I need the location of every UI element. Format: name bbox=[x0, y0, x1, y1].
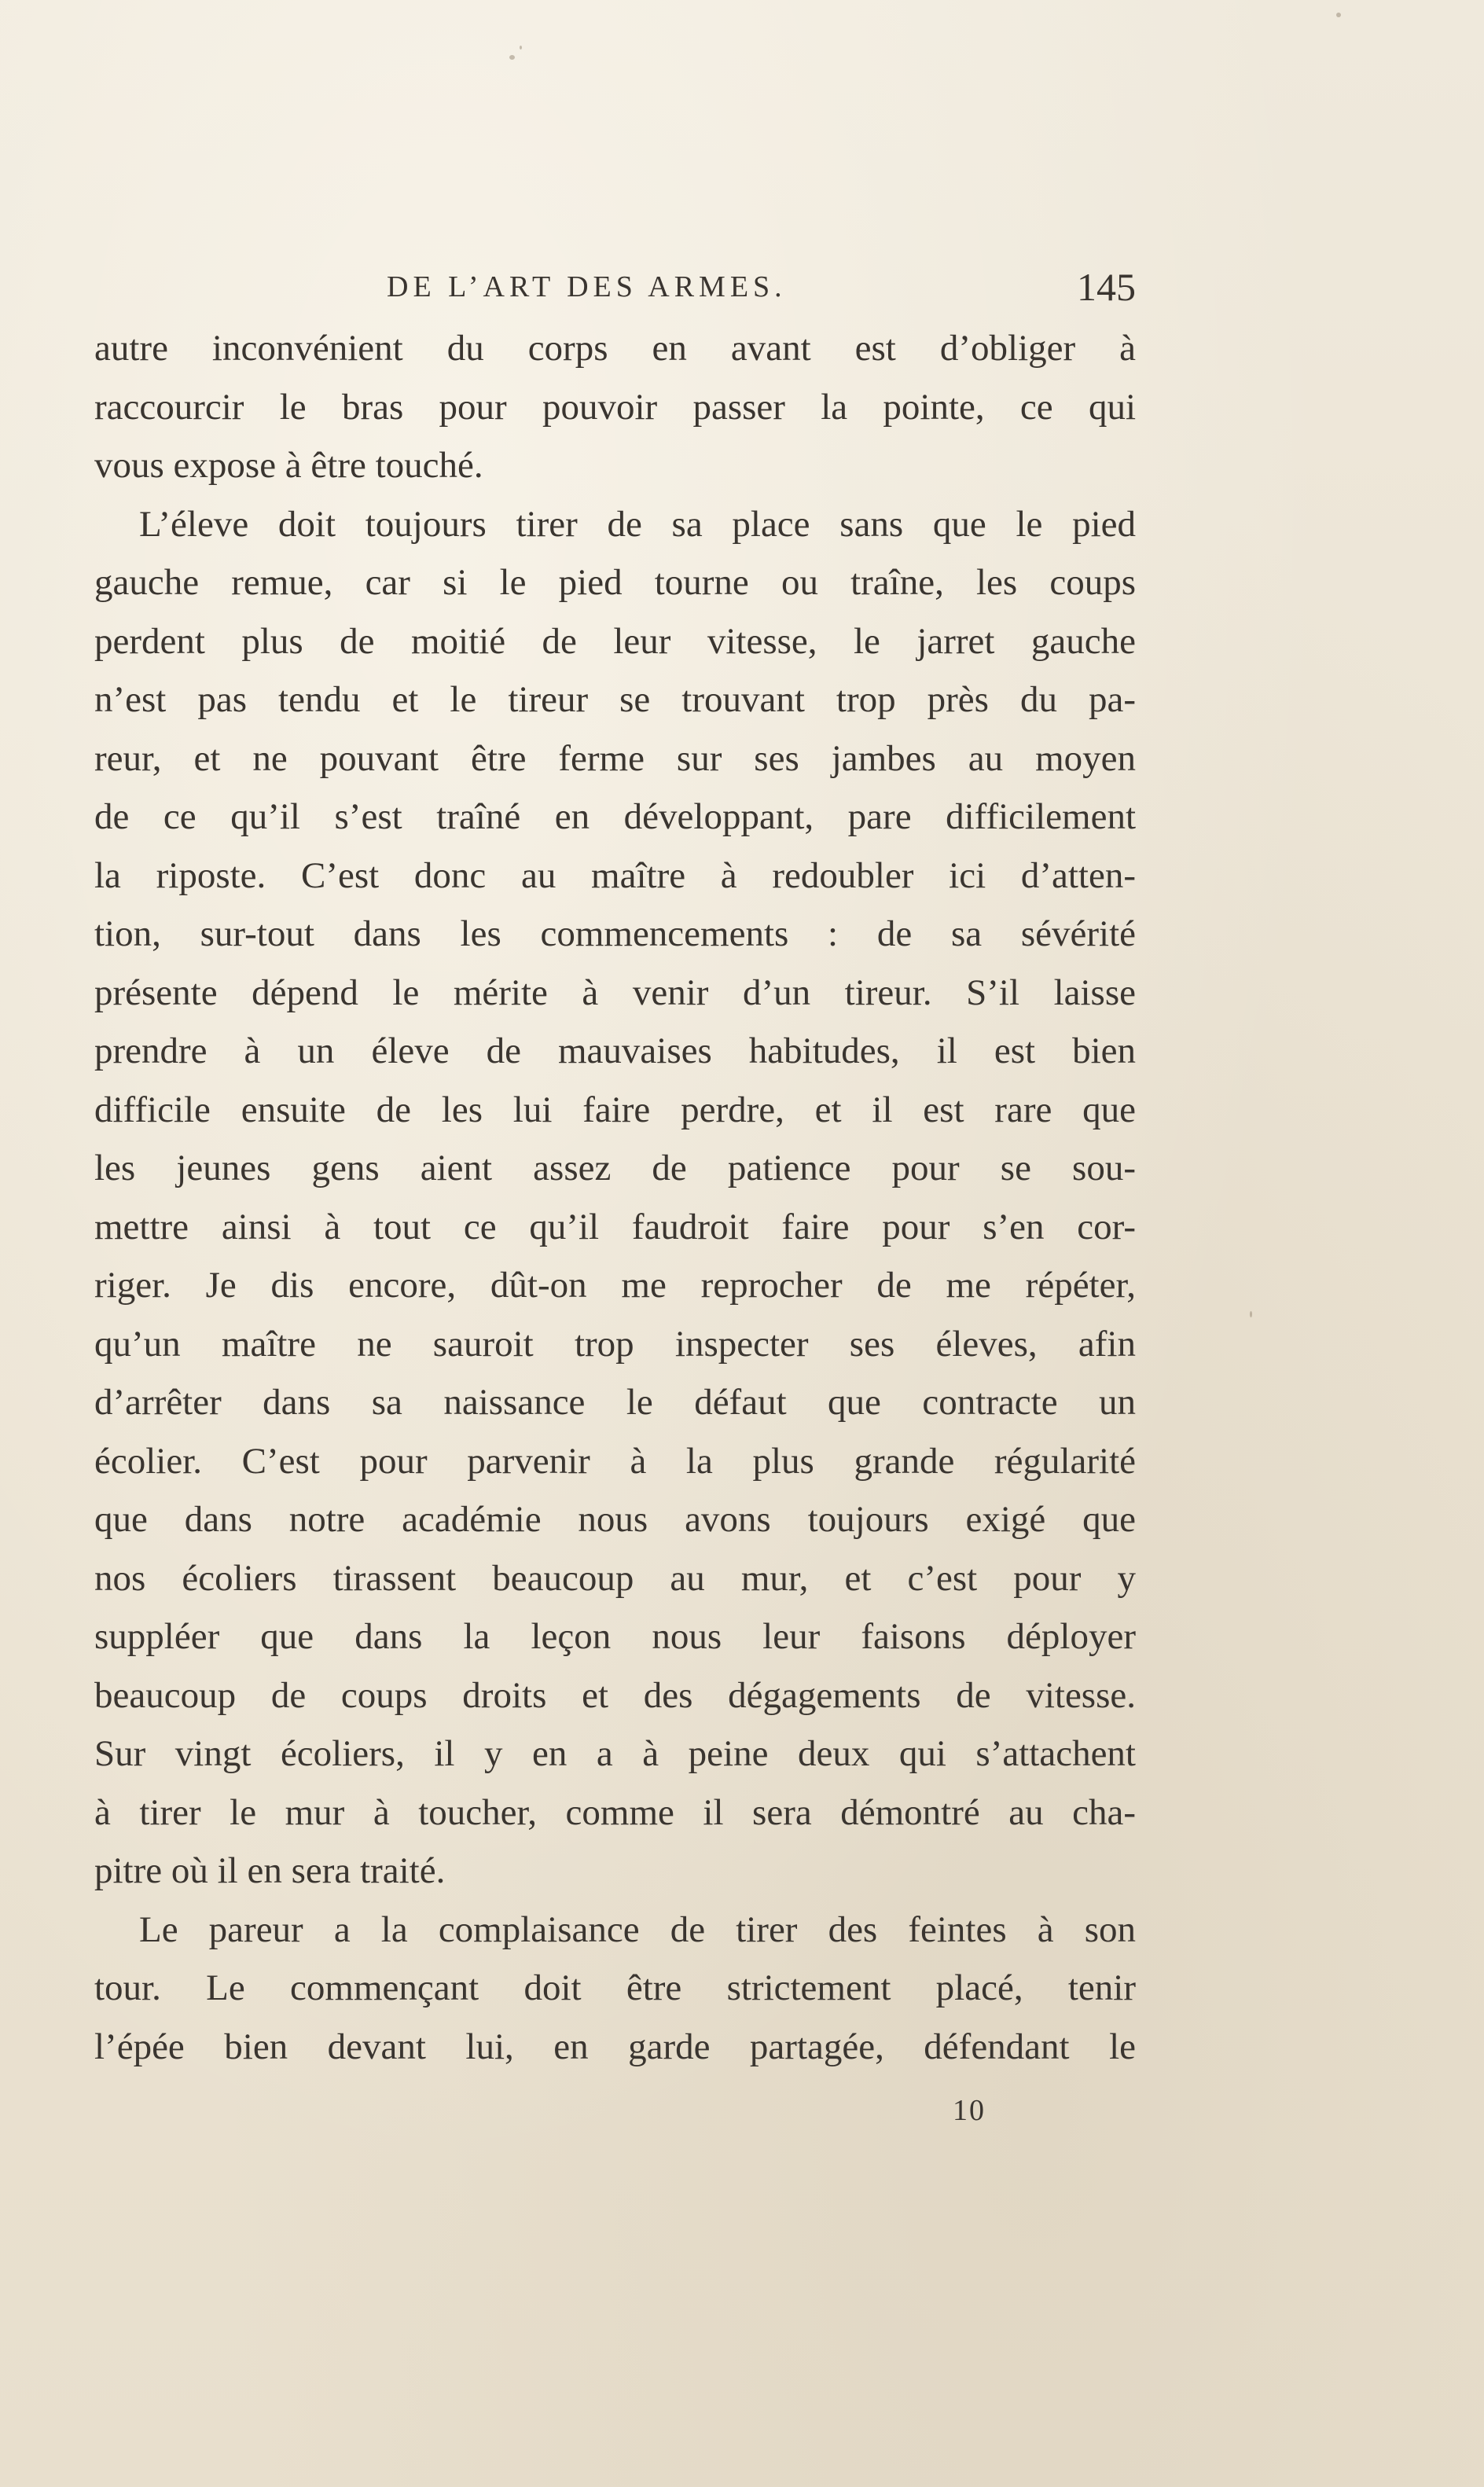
text-line: difficile ensuite de les lui faire perdre, et il est rare que bbox=[94, 1089, 1136, 1130]
ink-speck bbox=[1250, 1311, 1252, 1317]
running-title: DE L’ART DES ARMES. bbox=[387, 270, 787, 303]
text-line: pitre où il en sera traité. bbox=[94, 1850, 446, 1891]
running-head bbox=[94, 259, 1136, 314]
text-line: riger. Je dis encore, dût-on me reprocher de me répéter, bbox=[94, 1265, 1136, 1306]
text-line: prendre à un éleve de mauvaises habitudes, il est bien bbox=[94, 1030, 1136, 1071]
text-line: les jeunes gens aient assez de patience pour se sou- bbox=[94, 1148, 1136, 1188]
text-line: reur, et ne pouvant être ferme sur ses jambes au moyen bbox=[94, 737, 1136, 779]
page-number: 145 bbox=[1077, 265, 1136, 309]
text-line: d’arrêter dans sa naissance le défaut que contracte un bbox=[94, 1382, 1136, 1423]
text-line: l’épée bien devant lui, en garde partagée, défendant le bbox=[94, 2026, 1136, 2067]
text-line: n’est pas tendu et le tireur se trouvant trop près du pa- bbox=[94, 679, 1136, 720]
text-line: gauche remue, car si le pied tourne ou traîne, les coups bbox=[94, 562, 1136, 603]
text-line: Le pareur a la complaisance de tirer des feintes à son bbox=[139, 1908, 1136, 1950]
text-line: tour. Le commençant doit être strictement placé, tenir bbox=[94, 1967, 1136, 2008]
ink-speck bbox=[509, 55, 515, 60]
text-line: tion, sur-tout dans les commencements : de sa sévérité bbox=[94, 913, 1136, 954]
text-line: L’éleve doit toujours tirer de sa place sans que le pied bbox=[139, 503, 1136, 545]
signature-mark: 10 bbox=[953, 2094, 986, 2127]
text-line: écolier. C’est pour parvenir à la plus grande régularité bbox=[94, 1440, 1136, 1482]
ink-speck bbox=[520, 46, 522, 50]
text-line: que dans notre académie nous avons toujours exigé que bbox=[94, 1499, 1136, 1540]
text-line: perdent plus de moitié de leur vitesse, le jarret gauche bbox=[94, 620, 1136, 662]
text-line: Sur vingt écoliers, il y en a à peine deux qui s’attachent bbox=[94, 1733, 1136, 1774]
text-line: vous expose à être touché. bbox=[94, 445, 483, 486]
text-line: présente dépend le mérite à venir d’un tireur. S’il laisse bbox=[94, 972, 1136, 1013]
text-line: mettre ainsi à tout ce qu’il faudroit faire pour s’en cor- bbox=[94, 1206, 1136, 1247]
text-line: raccourcir le bras pour pouvoir passer la pointe, ce qui bbox=[94, 386, 1136, 428]
text-line: la riposte. C’est donc au maître à redoubler ici d’atten- bbox=[94, 854, 1136, 896]
text-line: de ce qu’il s’est traîné en développant, pare difficilement bbox=[94, 796, 1136, 837]
ink-speck bbox=[1336, 13, 1341, 17]
text-line: beaucoup de coups droits et des dégagements de vitesse. bbox=[94, 1674, 1136, 1716]
text-line: qu’un maître ne sauroit trop inspecter ses éleves, afin bbox=[94, 1323, 1136, 1365]
text-line: suppléer que dans la leçon nous leur faisons déployer bbox=[94, 1616, 1136, 1657]
text-line: à tirer le mur à toucher, comme il sera démontré au cha- bbox=[94, 1791, 1136, 1833]
text-line: nos écoliers tirassent beaucoup au mur, et c’est pour y bbox=[94, 1557, 1136, 1599]
text-line: autre inconvénient du corps en avant est d’obliger à bbox=[94, 328, 1136, 369]
body-text bbox=[94, 319, 1136, 2076]
